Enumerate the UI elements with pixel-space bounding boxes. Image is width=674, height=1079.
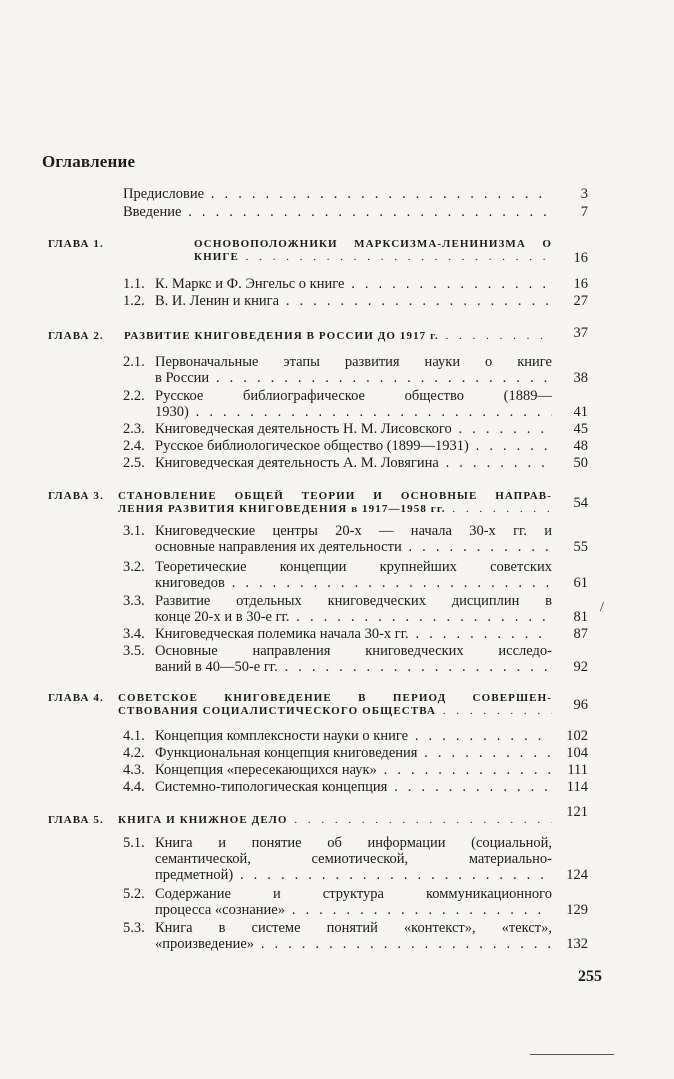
page-number-mark: / bbox=[600, 600, 604, 615]
page-ref: 16 bbox=[573, 250, 588, 266]
page-ref: 41 bbox=[573, 404, 588, 420]
page-ref: 55 bbox=[573, 539, 588, 555]
page-ref: 38 bbox=[573, 370, 588, 386]
footer-rule bbox=[530, 1054, 614, 1055]
entry-title-line: Русское библиографическое общество (1889— bbox=[155, 388, 552, 404]
entry-title-line: Русское библиологическое общество (1899—1931) . . . bbox=[155, 438, 552, 454]
entry-title-line: К. Маркс и Ф. Энгельс о книге . . . bbox=[155, 276, 552, 292]
folio-page-number: 255 bbox=[578, 968, 602, 985]
section-number: 1.2. bbox=[123, 293, 145, 309]
section-number: 4.1. bbox=[123, 728, 145, 744]
entry-title-line: Первоначальные этапы развития науки о книге bbox=[155, 354, 552, 370]
page-ref: 61 bbox=[573, 575, 588, 591]
entry-title-line: Концепция «пересекающихся наук» . . . bbox=[155, 762, 552, 778]
chapter-number: ГЛАВА 2. bbox=[48, 330, 104, 342]
entry-title-line: РАЗВИТИЕ КНИГОВЕДЕНИЯ В РОССИИ ДО 1917 г. . . . bbox=[48, 330, 552, 343]
chapter-number: ГЛАВА 3. bbox=[48, 490, 104, 502]
section-number: 5.2. bbox=[123, 886, 145, 902]
entry-title-line: КНИГА И КНИЖНОЕ ДЕЛО . . . bbox=[48, 814, 552, 827]
entry-title-line: В. И. Ленин и книга . . . bbox=[155, 293, 552, 309]
entry-title-line: Книговедческие центры 20-х — начала 30-х гг. и bbox=[155, 523, 552, 539]
section-number: 4.2. bbox=[123, 745, 145, 761]
page-title: Оглавление bbox=[42, 152, 136, 171]
section-number: 5.3. bbox=[123, 920, 145, 936]
entry-title-line: Функциональная концепция книговедения . . . bbox=[155, 745, 552, 761]
page-ref: 81 bbox=[573, 609, 588, 625]
entry-title-line: Книговедческая полемика начала 30-х гг. . . . bbox=[155, 626, 552, 642]
entry-title-line: Книговедческая деятельность А. М. Ловягина . . . bbox=[155, 455, 552, 471]
page-ref: 102 bbox=[566, 728, 588, 744]
chapter-number: ГЛАВА 5. bbox=[48, 814, 104, 826]
section-number: 2.3. bbox=[123, 421, 145, 437]
section-number: 3.3. bbox=[123, 593, 145, 609]
section-number: 5.1. bbox=[123, 835, 145, 851]
entry-title-line: в России . . . bbox=[155, 370, 552, 386]
section-number: 3.2. bbox=[123, 559, 145, 575]
section-number: 3.5. bbox=[123, 643, 145, 659]
section-number: 3.1. bbox=[123, 523, 145, 539]
entry-title-line: конце 20-х и в 30-е гг. . . . bbox=[155, 609, 552, 625]
section-number: 2.4. bbox=[123, 438, 145, 454]
page-ref: 124 bbox=[566, 867, 588, 883]
page-ref: 114 bbox=[566, 779, 588, 795]
entry-title-line: Развитие отдельных книговедческих дисциплин в bbox=[155, 593, 552, 609]
entry-title-line: 1930) . . . bbox=[155, 404, 552, 420]
entry-title-line: Книговедческая деятельность Н. М. Лисовского . . . bbox=[155, 421, 552, 437]
page-ref: 48 bbox=[573, 438, 588, 454]
entry-title-line: СТАНОВЛЕНИЕ ОБЩЕЙ ТЕОРИИ И ОСНОВНЫЕ НАПРАВ- bbox=[118, 490, 552, 502]
entry-title-line: Введение . . . bbox=[123, 204, 552, 220]
section-number: 3.4. bbox=[123, 626, 145, 642]
entry-title-line: «произведение» . . . bbox=[155, 936, 552, 952]
entry-title-line: основные направления их деятельности . . . bbox=[155, 539, 552, 555]
entry-title-line: Концепция комплексности науки о книге . . . bbox=[155, 728, 552, 744]
page-ref: 121 bbox=[566, 804, 588, 820]
entry-title-line: СОВЕТСКОЕ КНИГОВЕДЕНИЕ В ПЕРИОД СОВЕРШЕН- bbox=[118, 692, 552, 704]
entry-title-line: Книга и понятие об информации (социальной, bbox=[155, 835, 552, 851]
page-ref: 87 bbox=[573, 626, 588, 642]
entry-title-line: ЛЕНИЯ РАЗВИТИЯ КНИГОВЕДЕНИЯ в 1917—1958 гг. . . . bbox=[48, 503, 552, 516]
page-ref: 92 bbox=[573, 659, 588, 675]
section-number: 2.2. bbox=[123, 388, 145, 404]
page-ref: 129 bbox=[566, 902, 588, 918]
page-ref: 16 bbox=[573, 276, 588, 292]
chapter-number: ГЛАВА 1. bbox=[48, 238, 104, 250]
entry-title-line: Содержание и структура коммуникационного bbox=[155, 886, 552, 902]
page-ref: 54 bbox=[573, 495, 588, 511]
entry-title-line: Предисловие . . . bbox=[123, 186, 552, 202]
page-ref: 3 bbox=[580, 186, 588, 202]
entry-title-line: СТВОВАНИЯ СОЦИАЛИСТИЧЕСКОГО ОБЩЕСТВА . . . bbox=[48, 705, 552, 718]
page-ref: 7 bbox=[580, 204, 588, 220]
chapter-number: ГЛАВА 4. bbox=[48, 692, 104, 704]
page-ref: 37 bbox=[573, 325, 588, 341]
page-ref: 45 bbox=[573, 421, 588, 437]
entry-title-line: ваний в 40—50-е гг. . . . bbox=[155, 659, 552, 675]
section-number: 4.3. bbox=[123, 762, 145, 778]
entry-title-line: Системно-типологическая концепция . . . bbox=[155, 779, 552, 795]
entry-title-line: Книга в системе понятий «контекст», «текст», bbox=[155, 920, 552, 936]
entry-title-line: Основные направления книговедческих исследо- bbox=[155, 643, 552, 659]
entry-title-line: ОСНОВОПОЛОЖНИКИ МАРКСИЗМА-ЛЕНИНИЗМА О bbox=[194, 238, 552, 250]
entry-title-line: семантической, семиотической, материально- bbox=[155, 851, 552, 867]
page-ref: 111 bbox=[567, 762, 588, 778]
section-number: 1.1. bbox=[123, 276, 145, 292]
page-ref: 96 bbox=[573, 697, 588, 713]
entry-title-line: процесса «сознание» . . . bbox=[155, 902, 552, 918]
page-ref: 50 bbox=[573, 455, 588, 471]
page-ref: 27 bbox=[573, 293, 588, 309]
page-ref: 104 bbox=[566, 745, 588, 761]
entry-title-line: предметной) . . . bbox=[155, 867, 552, 883]
page-ref: 132 bbox=[566, 936, 588, 952]
entry-title-line: книговедов . . . bbox=[155, 575, 552, 591]
entry-title-line: Теоретические концепции крупнейших советских bbox=[155, 559, 552, 575]
entry-title-line: КНИГЕ . . . bbox=[48, 251, 552, 264]
section-number: 4.4. bbox=[123, 779, 145, 795]
section-number: 2.5. bbox=[123, 455, 145, 471]
section-number: 2.1. bbox=[123, 354, 145, 370]
